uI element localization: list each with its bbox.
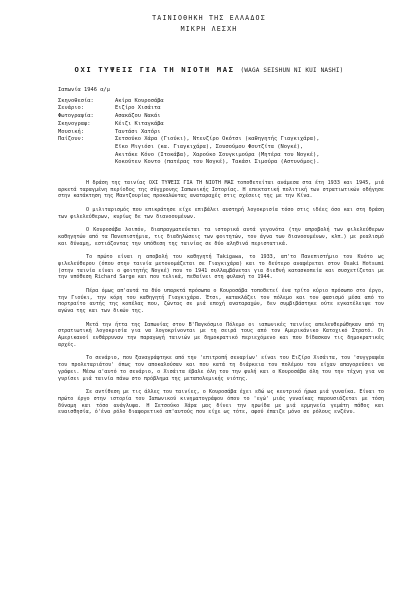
paragraph: Πέρα όμως απ'αυτά τα δύο υπαρκτά πρόσωπα ο Κουροσάβα τοποθετεί ένα τρίτο κύριο πρόσωπο στο έργο, την Γιούκι, την κόρη του καθηγητή Γιαγκιχάρα. Έτσι, κατακλάζει τον πόλεμο και τον φασισμό μέσα από το πορτραίτο αυτής της κοπέλας που, ζώντας σε μιά εποχή αναταραχών, δεν συμβιβάστηκε ούτε εγκατέλειψε τον αγώνα της και των δικών της. xyxy=(58,288,384,315)
film-original-title: (WAGA SEISHUN NI KUI NASHI) xyxy=(240,67,344,74)
credit-value: Σετσούκο Χάρα (Γιούκι), Ντενζίρο Οκότσι (καθηγητής Γιαγκιχάρα), xyxy=(115,136,320,143)
paragraph: Το σενάριο, που ξαναγράφτηκε από την 'επιτροπή σεναρίων' είναι του Ειζίρο Χισάιτα, του 'συγγραφέα του προλεταριάτου' όπως τον αποκαλούσαν και που κατά τη διάρκεια του πολέμου του είχαν απαγορεύσει να γράφει. Μέσω α'αυτό το σενάριο, ο Χισάιτα έβαλε όλη του την φυλή και ο Κουροσάβα όλη του την τέχνη για να γυρίσει μιά ταινία πάνω στο πρόβλημα της μεταπολεμικής νιότης. xyxy=(58,355,384,382)
credit-label: Σενάριο: xyxy=(58,105,84,112)
credit-screenplay xyxy=(58,105,319,113)
credit-director xyxy=(58,98,319,106)
credit-value: Ακίρα Κουροσάβα xyxy=(115,97,164,104)
film-title-greek: ΟΧΙ ΤΥΨΕΙΣ ΓΙΑ ΤΗ ΝΙΟΤΗ ΜΑΣ xyxy=(74,65,235,74)
credit-value: Ειζίρο Χισάιτα xyxy=(115,105,161,112)
paragraph: Ο Κουροσάβα λοιπόν, διαπραγματεύεται τα ιστορικά αυτά γεγονότα (την απροβολή των φιλελεύθερων καθηγητών από τα Πανεπιστήμια, τις διαδηλώσεις των φοιτητών, τον άγνα των διανοουμένων, κλπ.) με ρεαλισμό και δύναμη, εστιάζοντας την υπόθεση της ταινίας σε δύο αληθινά περιστατικά. xyxy=(58,227,384,247)
paragraph: Το πρώτο είναι η αποβολή του καθηγητή Takigawa, το 1933, απ'το Πανεπιστήμιο του Κυότο ως φιλελεύθερου (όπου στην ταινία μετονομάζεται σε Γιαγκιχάρα) και το δεύτερο αναφέρεται στον Osaki Hotsumi (στην ταινία είναι ο φοιτητής Νογκέ) που το 1941 συλλαμβάνεται για διεθνή κατασκοπεία και συσχετίζεται με την υπόθεση Richard Sarge και που τελικά, πεθαίνει στη φυλακή το 1944. xyxy=(58,254,384,281)
paragraph: Σε αντίθεση με τις άλλες του ταινίες, ο Κουροσάβα έχει εδώ ως κεντρικό ήρωα μιά γυναίκα. Είναι το πρώτο έργο στην ιστορία του Ιαπωνικού κινηματογράφου όπου το 'εγώ' μιάς γυναίκας παρουσιάζεται με τόση δύναμη και τόσο ανάγλυφα. Η Σετσούκο Χάρα μας δίνει την ηρωίδα με μιά ερμηνεία γεμάτη πάθος και ευαισθησία, ό'ένα ρόλο διαφορετικό απ'αυτούς που είχε ως τότε, αφού έπαιζε μόνο σε ρόλους ενζένυ. xyxy=(58,389,384,416)
paragraph: Μετά την ήττα της Ιαπωνίας στον Β'Παγκόσμιο Πόλεμο οι ιαπωνικές ταινίες απελευθερώθηκαν από τη στρατιωτική λογοκρισία για να λογοκρίνονται με τη σειρά τους από τον Αμερικάνικο Κατοχικό Στρατό. Οι Αμερικανοί ενθάρρυναν την παραγωγή ταινιών με δημοκρατικό περιεχόμενο και που δίδασκαν τις δημοκρατικές αρχές. xyxy=(58,321,384,348)
archive-name: ΤΑΙΝΙΟΘΗΚΗ ΤΗΣ ΕΛΛΑΔΟΣ xyxy=(152,14,266,22)
credit-cast xyxy=(58,136,319,144)
cast-line: Κοκούτεν Κοντο (πατέρας του Νογκέ), Τακάσι Σιμούρα (Αστυνόμος). xyxy=(115,159,320,166)
paragraph: Η δράση της ταινίας ΟΧΙ ΤΥΨΕΙΣ ΓΙΑ ΤΗ ΝΙΟΤΗ ΜΑΣ τοποθετείται ανάμεσα στα έτη 1933 και 1945, μιά αρκετά ταραγμένη περίοδος της σύγχρονης Ιαπωνικής Ιστορίας. Η επεκτατική πολιτική των στρατιωτικών οδήγησε στην κατάκτηση της Μαντζουρίας προκαλώντας αναταραχές στις σχέσεις της με την Κίνα. xyxy=(58,180,384,200)
credit-label: Σκηνοθεσία: xyxy=(58,97,94,104)
credit-value: Ταντάσι Χατόρι xyxy=(115,128,161,135)
club-name: ΜΙΚΡΗ ΛΕΣΧΗ xyxy=(180,25,238,33)
credit-photography xyxy=(58,113,319,121)
credit-label: Φωτογραφία: xyxy=(58,113,94,120)
film-title xyxy=(0,65,418,74)
credit-value: Κέιζι Κιταγκάβα xyxy=(115,120,164,127)
credit-set-design xyxy=(58,121,319,129)
credits-block xyxy=(58,87,319,167)
year-line: Ιαπωνία 1946 α/μ xyxy=(58,87,110,93)
cast-line: Ακιτάκε Κόνο (Ιτοκάβα), Χαρούκο Σουγκιμούρα (Μητέρα του Νογκέ), xyxy=(115,151,320,158)
body-text xyxy=(58,180,384,423)
paragraph: Ο μιλιταρισμός που επικράτησε είχε επιβάλει αυστηρή λογοκρισία τόσο στις ιδέες όσο και στη δράση των φιλελεύθερων, κυρίως δε των διανοουμένων. xyxy=(58,207,384,220)
cast-line: Εϊκο Μιγιόσι (κα. Γιαγκιχάρα), Σουσούμου Φουτζίτα (Νογκέ), xyxy=(115,143,304,150)
credit-label: Μουσική: xyxy=(58,128,84,135)
credit-label: Σκηνογραφ: xyxy=(58,120,91,127)
credit-value: Ασακάζου Νακάι xyxy=(115,113,161,120)
credit-label: Παίζουν: xyxy=(58,136,84,143)
